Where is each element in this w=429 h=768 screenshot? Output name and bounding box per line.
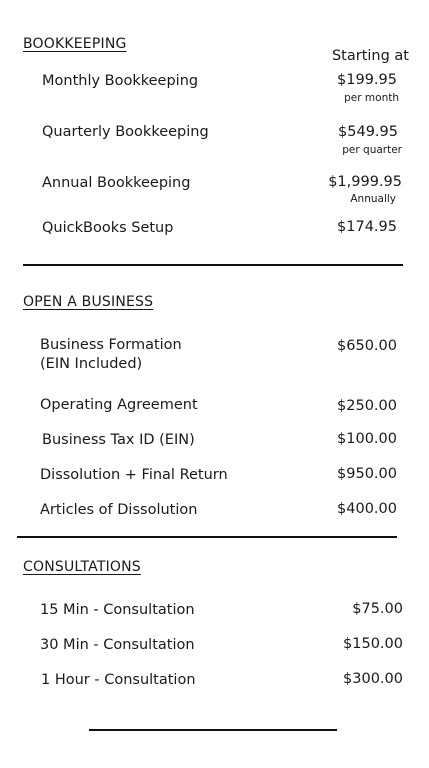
service-price: $174.95 <box>337 219 397 235</box>
service-price: $400.00 <box>337 501 397 517</box>
service-price: $950.00 <box>337 466 397 482</box>
service-price: $100.00 <box>337 431 397 447</box>
service-price: $300.00 <box>343 671 403 687</box>
service-price: $75.00 <box>352 601 403 617</box>
price-note: Annually <box>350 193 396 205</box>
service-name-subline: (EIN Included) <box>40 356 143 372</box>
service-price: $650.00 <box>337 338 397 354</box>
service-name: Quarterly Bookkeeping <box>42 124 209 140</box>
service-price: $250.00 <box>337 398 397 414</box>
service-name: Business Tax ID (EIN) <box>42 432 195 448</box>
service-price: $1,999.95 <box>328 174 402 190</box>
price-note: per month <box>344 92 399 104</box>
section-divider <box>17 536 397 538</box>
service-price: $150.00 <box>343 636 403 652</box>
service-name: Dissolution + Final Return <box>40 467 228 483</box>
section-divider <box>89 729 337 731</box>
service-name: Articles of Dissolution <box>40 502 198 518</box>
starting-at-label: Starting at <box>331 48 409 64</box>
service-name: Annual Bookkeeping <box>42 175 191 191</box>
bookkeeping-heading: BOOKKEEPING <box>23 36 127 52</box>
service-name: 30 Min - Consultation <box>40 637 195 653</box>
price-note: per quarter <box>342 144 402 156</box>
service-name: Monthly Bookkeeping <box>42 73 199 89</box>
consultations-heading: CONSULTATIONS <box>23 559 141 575</box>
service-name: Business Formation <box>40 337 182 353</box>
service-name: 15 Min - Consultation <box>40 602 195 618</box>
service-name: Operating Agreement <box>40 397 198 413</box>
service-name: 1 Hour - Consultation <box>41 672 196 688</box>
service-price: $549.95 <box>338 124 398 140</box>
service-name: QuickBooks Setup <box>42 220 174 236</box>
section-divider <box>23 264 403 266</box>
service-price: $199.95 <box>337 72 397 88</box>
open-business-heading: OPEN A BUSINESS <box>23 294 154 310</box>
